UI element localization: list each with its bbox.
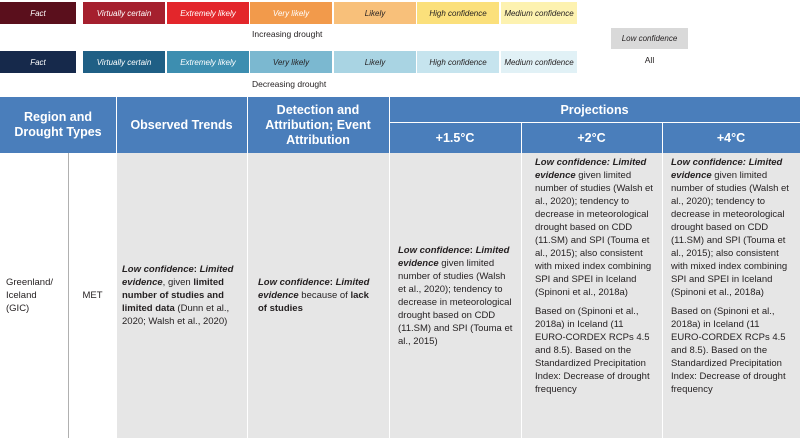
drought-assessment-table [0, 97, 800, 438]
legend-swatch: Very likely [250, 51, 332, 73]
legend-swatch: Virtually certain [83, 2, 165, 24]
confidence-legend [0, 0, 800, 96]
cell-observed-trends: Low confidence: Limited evidence, given limited number of studies and limited data (Dunn et al., 2020; Walsh et al., 2020) [116, 153, 247, 438]
legend-swatch: Likely [334, 2, 416, 24]
legend-swatch: Medium confidence [501, 2, 577, 24]
header-divider [247, 97, 248, 153]
legend-swatch: High confidence [417, 51, 499, 73]
legend-swatch-low-confidence: Low confidence [611, 28, 688, 49]
header-plus-1-5: +1.5°C [389, 123, 521, 153]
legend-caption-all: All [644, 55, 655, 65]
legend-swatch: Likely [334, 51, 416, 73]
header-divider [389, 97, 390, 153]
header-divider [389, 122, 800, 123]
header-projections: Projections [389, 97, 800, 123]
legend-swatch: Medium confidence [501, 51, 577, 73]
header-divider [521, 123, 522, 153]
header-plus-4: +4°C [662, 123, 800, 153]
legend-swatch: Virtually certain [83, 51, 165, 73]
cell-projection-1-5: Low confidence: Limited evidence given limited number of studies (Walsh et al., 2020); tendency to decrease in meteorological drought based on CDD (11.SM) and SPI (Touma et al., 2015) [389, 153, 521, 438]
header-divider [662, 123, 663, 153]
cell-projection-4: Low confidence: Limited evidence given limited number of studies (Walsh et al., 2020); tendency to decrease in meteorological drought based on CDD (11.SM) and SPI (Touma et al., 2015); also consistent with mixed index combining SPI and SPEI in Iceland (Spinoni et al., 2018a) Based on (Spinoni et al., 2018a) in Iceland (11 EURO-CORDEX RCPs 4.5 and 8.5). Based on the Standardized Precipitation Index: Decrease of drought frequency [662, 153, 800, 438]
legend-swatch: Extremely likely [167, 51, 249, 73]
header-detection: Detection and Attribution; Event Attribution [247, 97, 389, 153]
header-observed: Observed Trends [116, 97, 247, 153]
legend-caption-increasing: Increasing drought [252, 29, 323, 39]
legend-swatch: Very likely [250, 2, 332, 24]
header-divider [116, 97, 117, 153]
header-region: Region and Drought Types [0, 97, 116, 153]
legend-swatch: Fact [0, 51, 76, 73]
cell-detection-attribution: Low confidence: Limited evidence because of lack of studies [247, 153, 389, 438]
cell-projection-2: Low confidence: Limited evidence given limited number of studies (Walsh et al., 2020); tendency to decrease in meteorological drought based on CDD (11.SM) and SPI (Touma et al., 2015); also consistent with mixed index combining SPI and SPEI in Iceland (Spinoni et al., 2018a) Based on (Spinoni et al., 2018a) in Iceland (11 EURO-CORDEX RCPs 4.5 and 8.5). Based on the Standardized Precipitation Index: Decrease of drought frequency [521, 153, 662, 438]
cell-region: Greenland/ Iceland (GIC) [0, 153, 69, 438]
legend-swatch: High confidence [417, 2, 499, 24]
header-plus-2: +2°C [521, 123, 662, 153]
cell-drought-type: MET [69, 153, 116, 438]
legend-caption-decreasing: Decreasing drought [252, 79, 327, 89]
legend-swatch: Extremely likely [167, 2, 249, 24]
legend-swatch: Fact [0, 2, 76, 24]
